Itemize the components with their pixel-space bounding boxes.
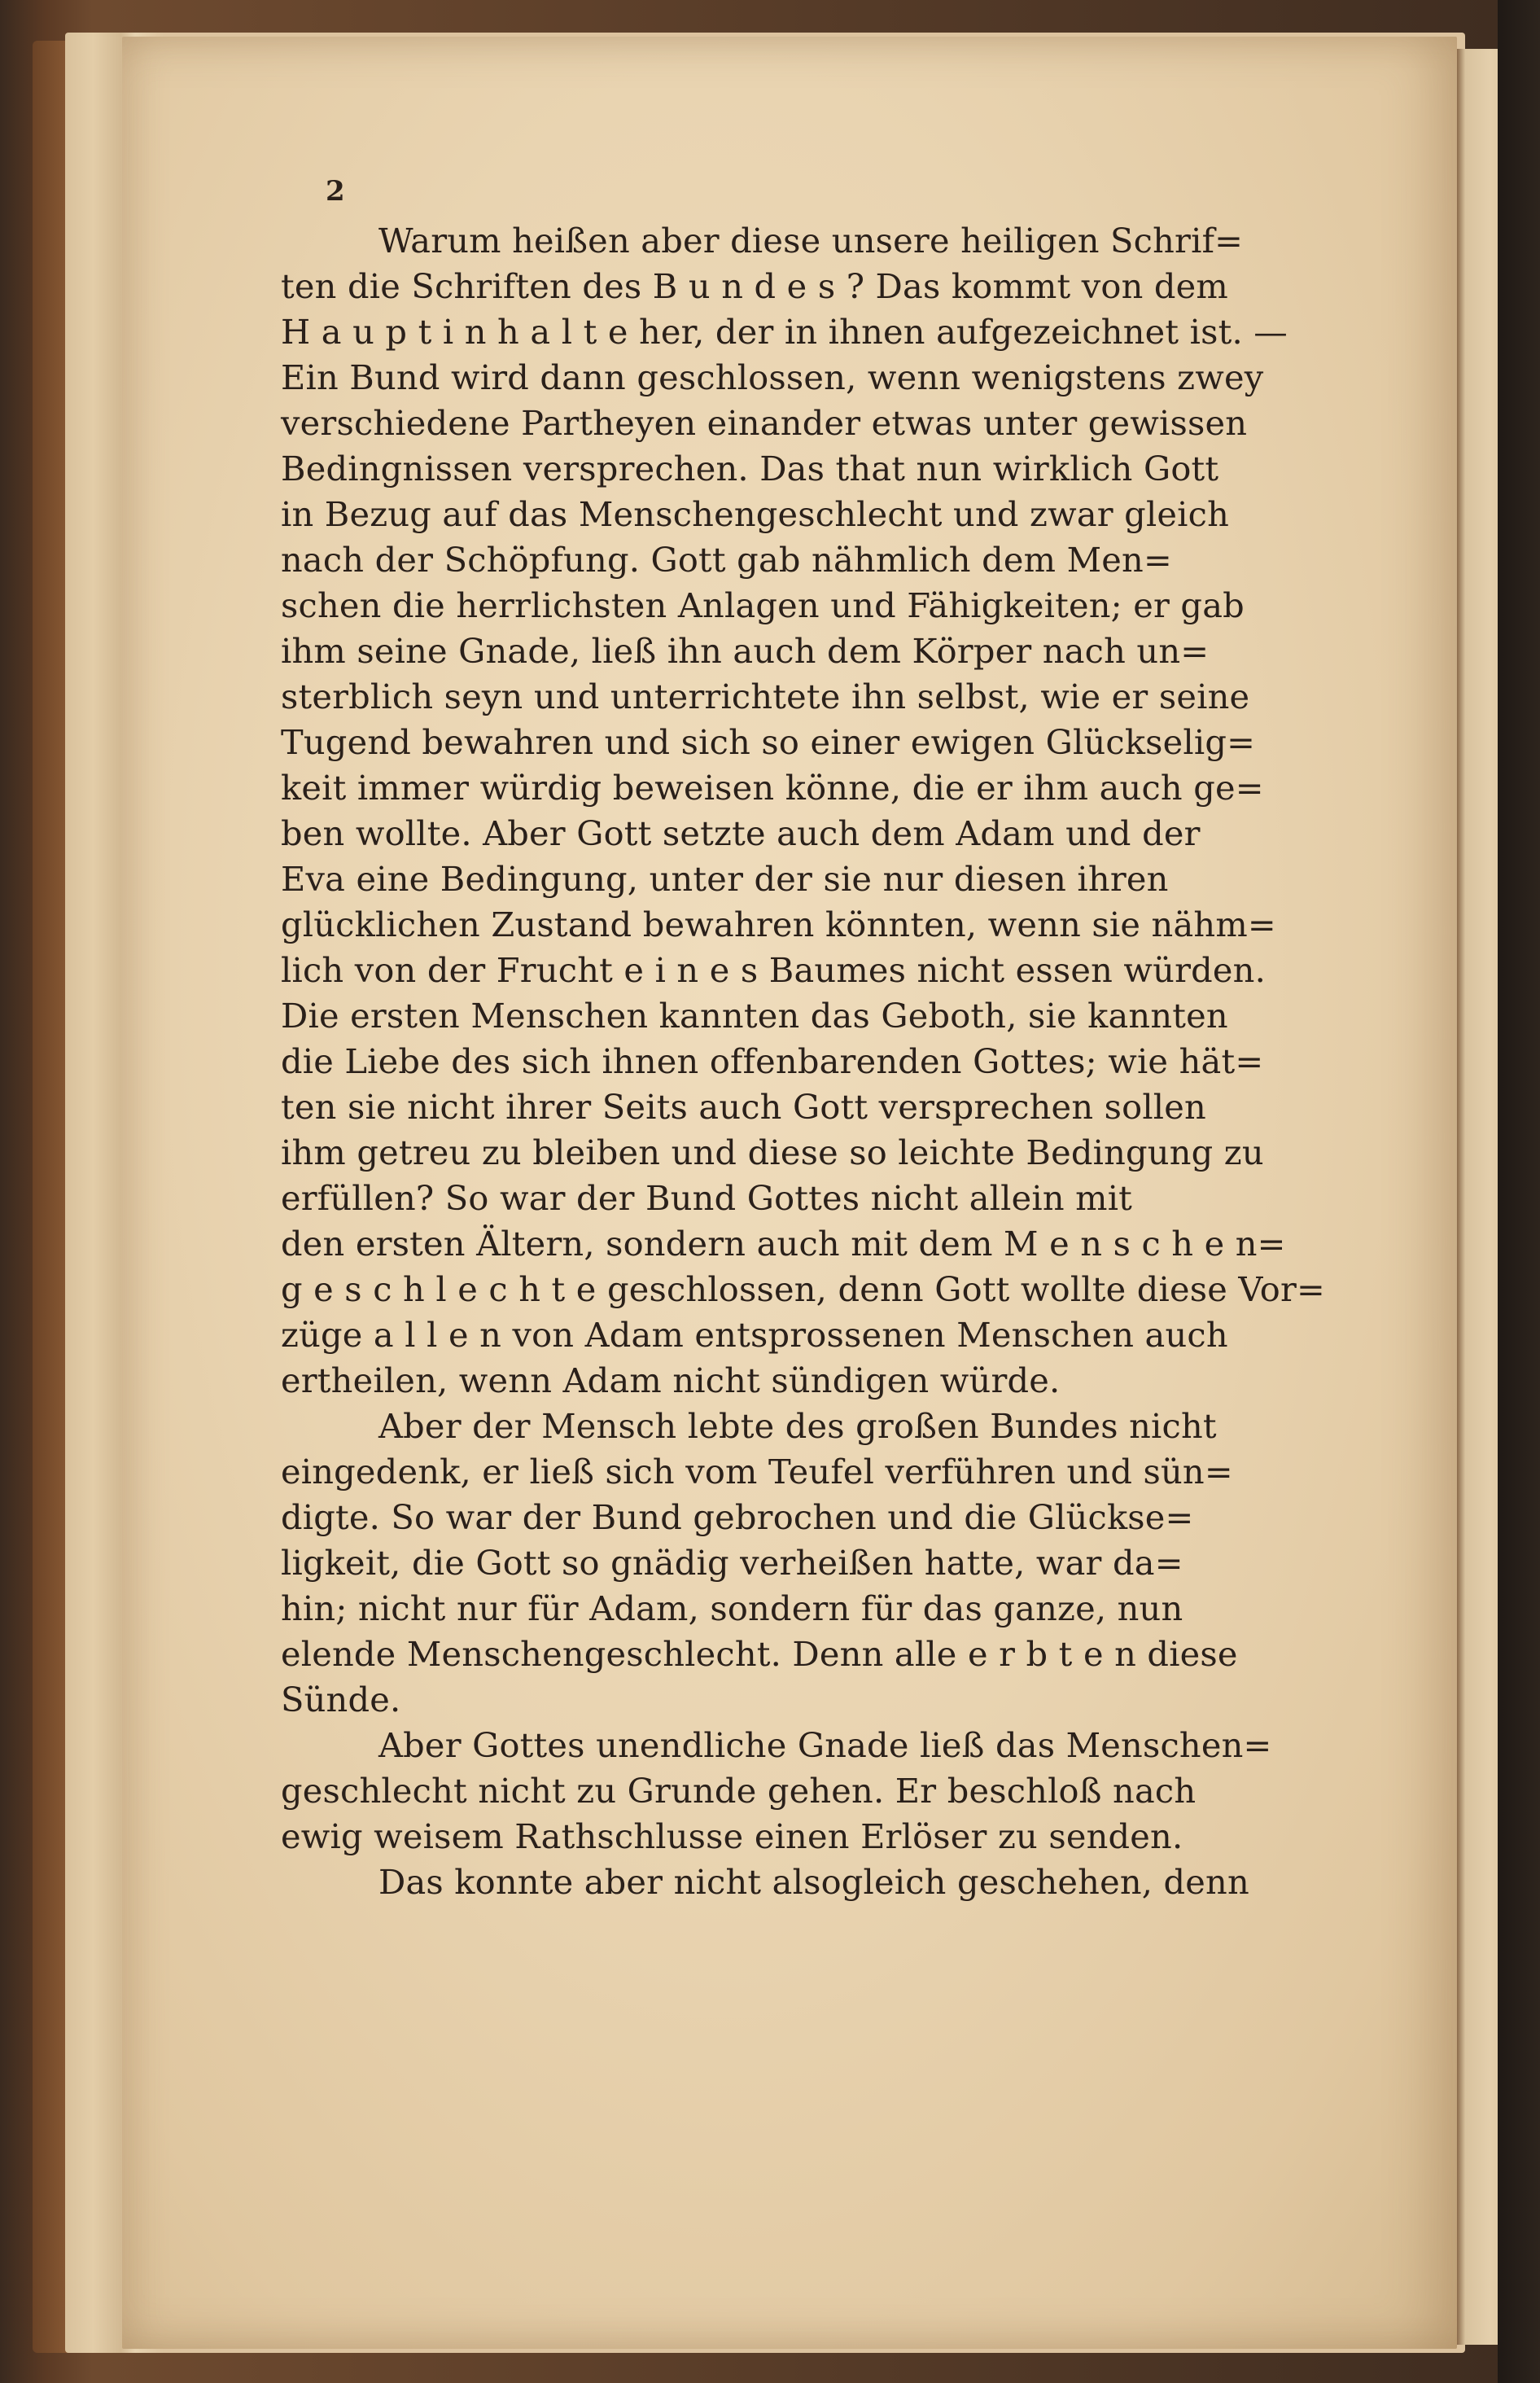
text-line: ten sie nicht ihrer Seits auch Gott versprechen sollen <box>281 1087 1206 1127</box>
text-line: sterblich seyn und unterrichtete ihn selbst, wie er seine <box>281 677 1250 716</box>
text-line: glücklichen Zustand bewahren könnten, wenn sie nähm= <box>281 905 1276 944</box>
text-line: Sünde. <box>281 1680 401 1719</box>
text-line: in Bezug auf das Menschengeschlecht und zwar gleich <box>281 494 1230 534</box>
text-line: ihm seine Gnade, ließ ihn auch dem Körper nach un= <box>281 631 1210 671</box>
text-line: elende Menschengeschlecht. Denn alle e r b t e n diese <box>281 1634 1238 1674</box>
text-line: eingedenk, er ließ sich vom Teufel verführen und sün= <box>281 1452 1233 1492</box>
text-line: erfüllen? So war der Bund Gottes nicht allein mit <box>281 1178 1133 1218</box>
text-line: ewig weisem Rathschlusse einen Erlöser zu senden. <box>281 1816 1183 1856</box>
text-line: die Liebe des sich ihnen offenbarenden Gottes; wie hät= <box>281 1041 1264 1081</box>
paragraph <box>281 1404 1339 1723</box>
text-line: ben wollte. Aber Gott setzte auch dem Adam und der <box>281 813 1201 853</box>
text-line: Aber Gottes unendliche Gnade ließ das Menschen= <box>378 1725 1272 1765</box>
text-line: Die ersten Menschen kannten das Geboth, sie kannten <box>281 996 1228 1036</box>
text-line: lich von der Frucht e i n e s Baumes nicht essen würden. <box>281 950 1266 990</box>
text-line: ihm getreu zu bleiben und diese so leichte Bedingung zu <box>281 1132 1264 1172</box>
text-line: hin; nicht nur für Adam, sondern für das ganze, nun <box>281 1588 1183 1628</box>
text-line: keit immer würdig beweisen könne, die er ihm auch ge= <box>281 768 1264 808</box>
text-line: züge a l l e n von Adam entsprossenen Menschen auch <box>281 1315 1228 1355</box>
text-line: nach der Schöpfung. Gott gab nähmlich dem Men= <box>281 540 1172 580</box>
text-line: digte. So war der Bund gebrochen und die Glückse= <box>281 1497 1194 1537</box>
text-line: Warum heißen aber diese unsere heiligen Schrif= <box>378 221 1244 261</box>
paragraph <box>281 218 1339 1404</box>
text-line: Ein Bund wird dann geschlossen, wenn wenigstens zwey <box>281 357 1264 397</box>
text-line: ten die Schriften des B u n d e s ? Das kommt von dem <box>281 266 1228 306</box>
page-number: 2 <box>326 175 345 208</box>
book-cover-right <box>1498 0 1540 2383</box>
text-line: ligkeit, die Gott so gnädig verheißen hatte, war da= <box>281 1543 1183 1583</box>
text-line: den ersten Ältern, sondern auch mit dem M e n s c h e n= <box>281 1224 1286 1264</box>
text-line: g e s c h l e c h t e geschlossen, denn Gott wollte diese Vor= <box>281 1269 1325 1309</box>
text-line: Aber der Mensch lebte des großen Bundes nicht <box>378 1406 1217 1446</box>
text-line: Tugend bewahren und sich so einer ewigen Glückselig= <box>281 722 1256 762</box>
page-text-block <box>281 218 1339 1905</box>
text-line: Bedingnissen versprechen. Das that nun wirklich Gott <box>281 449 1219 488</box>
text-line: verschiedene Partheyen einander etwas unter gewissen <box>281 403 1248 443</box>
text-line: schen die herrlichsten Anlagen und Fähigkeiten; er gab <box>281 585 1245 625</box>
paragraph <box>281 1723 1339 1860</box>
paragraph <box>281 1860 1339 1905</box>
text-line: Eva eine Bedingung, unter der sie nur diesen ihren <box>281 859 1169 899</box>
text-line: H a u p t i n h a l t e her, der in ihnen aufgezeichnet ist. — <box>281 312 1288 352</box>
text-line: Das konnte aber nicht alsogleich geschehen, denn <box>378 1862 1249 1902</box>
text-line: ertheilen, wenn Adam nicht sündigen würde. <box>281 1360 1061 1400</box>
text-line: geschlecht nicht zu Grunde gehen. Er beschloß nach <box>281 1771 1197 1811</box>
